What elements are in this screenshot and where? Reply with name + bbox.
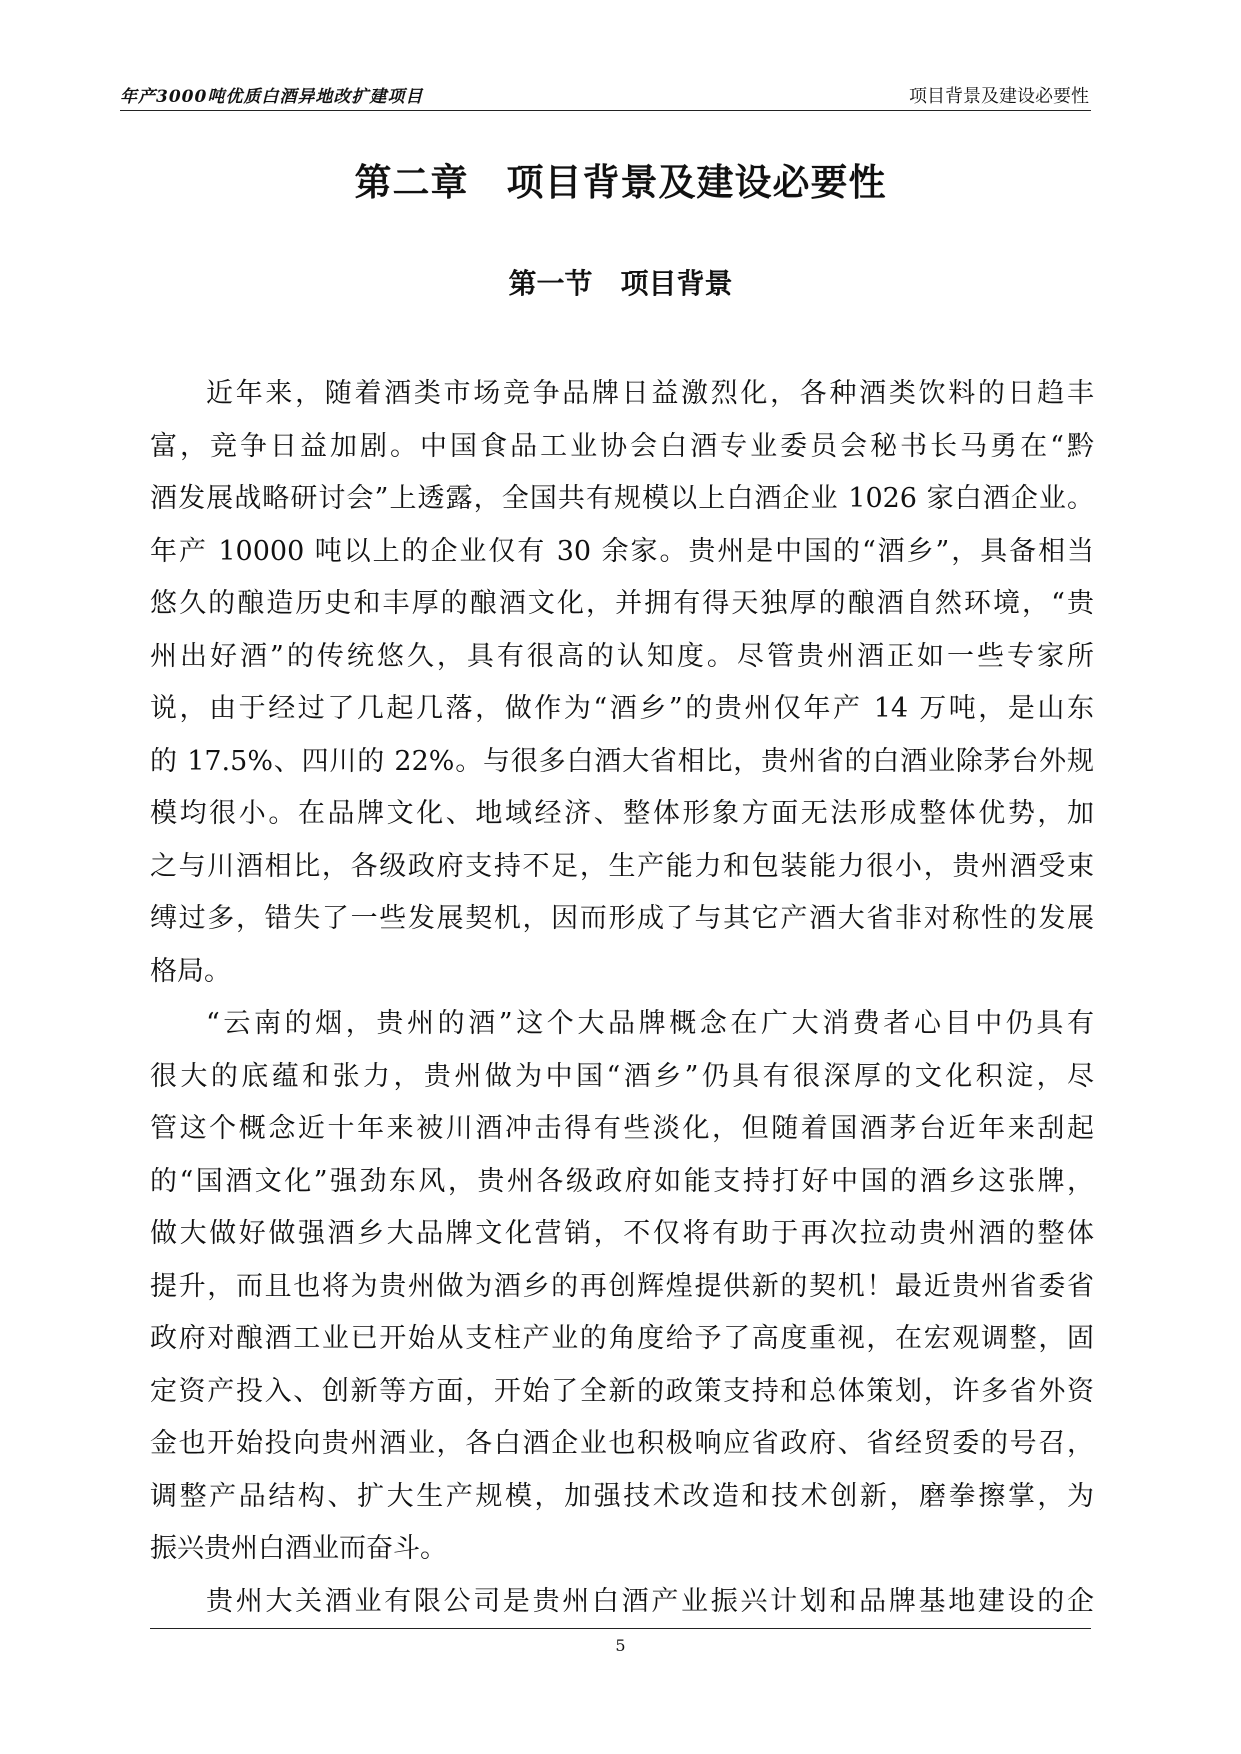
body-line: 格局。: [150, 955, 231, 987]
body-line: 州出好酒”的传统悠久，具有很高的认知度。尽管贵州酒正如一些专家所: [150, 640, 1094, 672]
header-divider: [120, 110, 1091, 111]
body-line: 的“国酒文化”强劲东风，贵州各级政府如能支持打好中国的酒乡这张牌，: [150, 1165, 1094, 1197]
body-line: 说，由于经过了几起几落，做作为“酒乡”的贵州仅年产 14 万吨，是山东: [150, 693, 1094, 724]
body-line: 振兴贵州白酒业而奋斗。: [150, 1533, 447, 1564]
body-line: 近年来，随着酒类市场竞争品牌日益激烈化，各种酒类饮料的日趋丰: [206, 378, 1094, 409]
body-line: 模均很小。在品牌文化、地域经济、整体形象方面无法形成整体优势，加: [150, 798, 1094, 829]
chapter-title: 第二章 项目背景及建设必要性: [354, 161, 887, 204]
body-text: [150, 368, 1094, 1628]
body-line: 酒发展战略研讨会”上透露，全国共有规模以上白酒企业 1026 家白酒企业。: [150, 483, 1094, 514]
header-chapter-name: 项目背景及建设必要性: [909, 86, 1089, 107]
body-line: 金也开始投向贵州酒业，各白酒企业也积极响应省政府、省经贸委的号召，: [150, 1428, 1094, 1459]
body-line: 的 17.5%、四川的 22%。与很多白酒大省相比，贵州省的白酒业除茅台外规: [150, 745, 1094, 777]
body-line: 之与川酒相比，各级政府支持不足，生产能力和包装能力很小，贵州酒受束: [150, 850, 1094, 882]
body-line: 政府对酿酒工业已开始从支柱产业的角度给予了高度重视，在宏观调整，固: [150, 1323, 1094, 1354]
body-line: 年产 10000 吨以上的企业仅有 30 余家。贵州是中国的“酒乡”，具备相当: [150, 535, 1094, 567]
body-line: 做大做好做强酒乡大品牌文化营销，不仅将有助于再次拉动贵州酒的整体: [150, 1218, 1094, 1249]
body-line: “云南的烟，贵州的酒”这个大品牌概念在广大消费者心目中仍具有: [206, 1008, 1094, 1039]
body-line: 调整产品结构、扩大生产规模，加强技术改造和技术创新，磨拳擦掌，为: [150, 1480, 1094, 1512]
body-line: 缚过多，错失了一些发展契机，因而形成了与其它产酒大省非对称性的发展: [150, 903, 1094, 934]
body-line: 很大的底蕴和张力，贵州做为中国“酒乡”仍具有很深厚的文化积淀，尽: [150, 1060, 1094, 1092]
body-line: 富，竞争日益加剧。中国食品工业协会白酒专业委员会秘书长马勇在“黔: [150, 430, 1094, 462]
section-title: 第一节 项目背景: [508, 267, 733, 300]
body-line: 提升，而且也将为贵州做为酒乡的再创辉煌提供新的契机！最近贵州省委省: [150, 1270, 1094, 1302]
page-number: 5: [615, 1636, 626, 1655]
body-line: 定资产投入、创新等方面，开始了全新的政策支持和总体策划，许多省外资: [150, 1375, 1094, 1407]
body-line: 悠久的酿造历史和丰厚的酿酒文化，并拥有得天独厚的酿酒自然环境，“贵: [150, 588, 1094, 619]
footer-divider: [150, 1628, 1091, 1629]
body-line: 贵州大关酒业有限公司是贵州白酒产业振兴计划和品牌基地建设的企: [206, 1585, 1094, 1617]
body-line: 管这个概念近十年来被川酒冲击得有些淡化，但随着国酒茅台近年来刮起: [150, 1113, 1094, 1144]
header-document-title: 年产3000吨优质白酒异地改扩建项目: [120, 87, 424, 107]
